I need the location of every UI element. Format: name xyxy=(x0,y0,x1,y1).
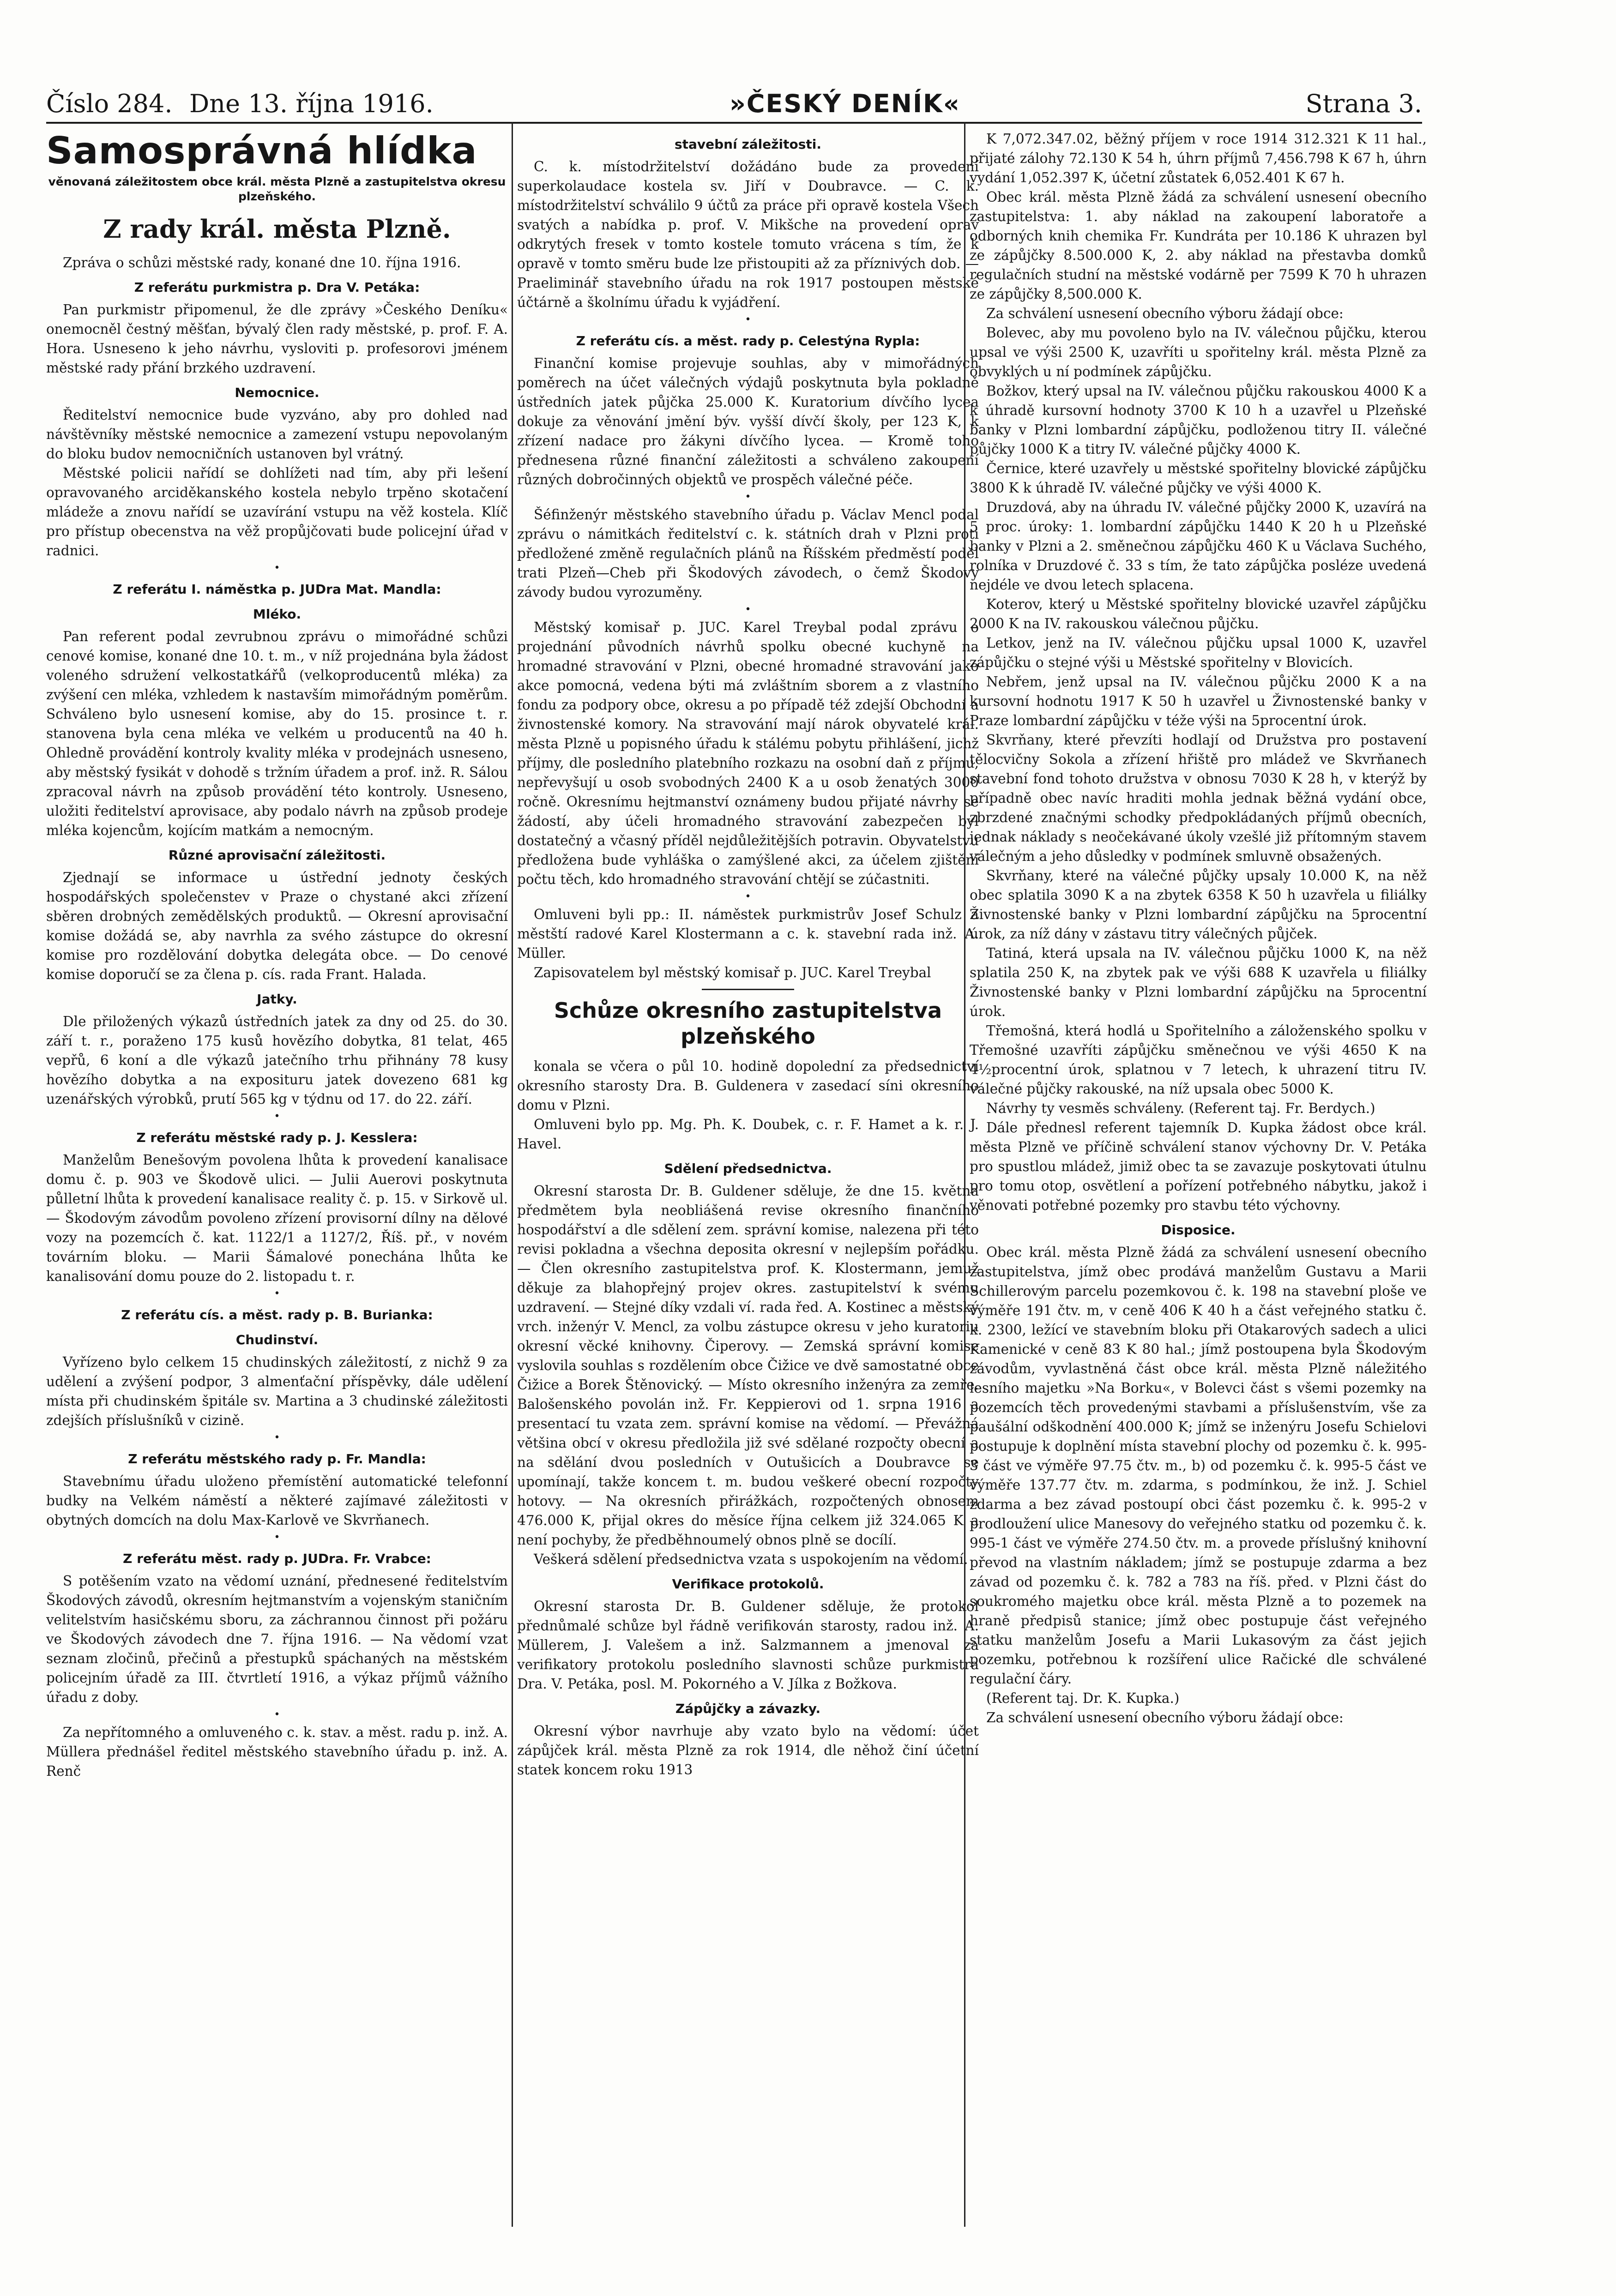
separator: • xyxy=(745,604,751,615)
rule xyxy=(702,989,794,990)
paragraph: Druzdová, aby na úhradu IV. válečné půjčky 2000 K, uzavírá na 5 proc. úroky: 1. lombardní zápůjčku 1440 K 20 h u Plzeňské banky v Plzni a 2. směnečnou zápůjčku 460 K u Václava Suchého, rolníka v Druzdové č. 33 s tím, že tato zápůjčka posléze uvedená nejdéle ve dvou letech splacena. xyxy=(970,499,1427,593)
paragraph: Omluveni bylo pp. Mg. Ph. K. Doubek, c. r. F. Hamet a k. r. J. Havel. xyxy=(517,1117,979,1152)
paragraph: Šéfinženýr městského stavebního úřadu p. Václav Mencl podal zprávu o námitkách ředitelství c. k. státních drah v Plzni proti předložené změně regulačních plánů na Říšském předměstí poděl trati Plzeň—Cheb při Škodových závodech, o čemž Škodovy závody budou vyrozuměny. xyxy=(517,507,979,600)
paragraph: Okresní starosta Dr. B. Guldener sděluje, že protokol přednůmalé schůze byl řádně verifikován starosty, radou inž. A. Müllerem, J. Valešem a inž. Salzmannem a jmenoval za verifikatory protokolu posledního slavnosti schůze purkmistra Dra. V. Petáka, posl. M. Pokorného a V. Jílka z Božkova. xyxy=(517,1599,979,1692)
paragraph: Za schválení usnesení obecního výboru žádají obce: xyxy=(986,306,1344,321)
issue-number: Číslo 284. xyxy=(46,89,173,118)
section-heading: Jatky. xyxy=(257,992,297,1007)
paragraph: Letkov, jenž na IV. válečnou půjčku upsal 1000 K, uzavřel zápůjčku o stejné výši u Městské spořitelny v Blovicích. xyxy=(970,635,1427,670)
section-heading: Z referátu I. náměstka p. JUDra Mat. Mandla: xyxy=(113,582,441,597)
section-heading: Z referátu městské rady p. J. Kesslera: xyxy=(136,1130,418,1145)
issue-date: Dne 13. října 1916. xyxy=(189,89,434,118)
section-heading: Nemocnice. xyxy=(235,385,320,400)
paragraph: Obec král. města Plzně žádá za schválení usnesení obecního zastupitelstva: 1. aby náklad na zakoupení laboratoře a odborných knih chemika Fr. Kundráta per 10.186 K uhrazen byl ze zápůjčky 8.500.000 K, 2. aby náklad na přestavba domků regulačních studní na městské vodárně per 7599 K 70 h uhrazen ze zápůjčky 8,500.000 K. xyxy=(970,189,1427,302)
section-heading: Z referátu měst. rady p. JUDra. Fr. Vrabce: xyxy=(123,1551,431,1566)
separator: • xyxy=(274,1532,280,1543)
heading-subtitle: věnovaná záležitostem obce král. města Plzně a zastupitelstva okresu plzeňského. xyxy=(48,175,506,203)
paragraph: Finanční komise projevuje souhlas, aby v mimořádných poměrech na účet válečných výdajů poskytnuta byla pokladně ústředních jatek půjčka 25.000 K. Kuratorium dívčího lycea dokuje za věnování jmění býv. vyšší dívčí školy, per 123 K, k zřízení nadace pro žákyni dívčího lycea. — Kromě toho přednesena různé finanční záležitosti a schváleno zakoupení různých dobročinných objektů ve prospěch válečné péče. xyxy=(517,355,979,487)
paragraph: Zapisovatelem byl městský komisař p. JUC. Karel Treybal xyxy=(534,965,931,980)
paragraph: S potěšením vzato na vědomí uznání, přednesené ředitelstvím Škodových závodů, okresním hejtmanstvím a vojenským staničním velitelstvím hasičskému sboru, za záchrannou činnost při požáru ve Škodových závodech dne 7. října 1916. — Na vědomí vzat seznam zločinů, přečinů a přestupků spáchaných na městském policejním úřadě za III. čtvrtletí 1916, a výkaz příjmů vážního úřadu z doby. xyxy=(46,1573,508,1705)
column-left xyxy=(46,129,508,2234)
paragraph: Pan purkmistr připomenul, že dle zprávy »Českého Deníku« onemocněl čestný měšťan, bývalý člen rady městské, p. prof. F. A. Hora. Usneseno k jeho návrhu, vysloviti p. profesorovi jménem městské rady přání brzkého uzdravení. xyxy=(46,302,508,376)
paragraph: Zjednají se informace u ústřední jednoty českých hospodářských společenstev v Praze o chystané akci zřízení sběren drobných zemědělských produktů. — Okresní aprovisační komise dožádá se, aby navrhla za svého zástupce do okresní komise pro rozdělování dobytka delegáta obce. — Do cenové komise doporučí se za člena p. cís. rada Frant. Halada. xyxy=(46,870,508,982)
section-heading: Z referátu cís. a měst. rady p. Celestýna Rypla: xyxy=(576,333,920,349)
masthead xyxy=(46,88,1422,120)
section-heading: Z referátu cís. a měst. rady p. B. Burianka: xyxy=(121,1307,433,1322)
column-middle xyxy=(517,129,979,2234)
paragraph: Městské policii nařídí se dohlížeti nad tím, aby při lešení opravovaného arciděkanského kostela nebylo trpěno skotačení mládeže a znovu nařídí se uzavírání vstupu na věž kostela. Klíč pro přístup obecenstva na věž propůjčovati bude policejní úřad v radnici. xyxy=(46,465,508,559)
paragraph: (Referent taj. Dr. K. Kupka.) xyxy=(986,1690,1180,1706)
newspaper-title: »ČESKÝ DENÍK« xyxy=(730,89,960,118)
separator: • xyxy=(745,891,751,902)
separator: • xyxy=(274,1288,280,1299)
section-heading: Různé aprovisační záležitosti. xyxy=(168,847,386,863)
paragraph: Koterov, který u Městské spořitelny blovické uzavřel zápůjčku 2000 K na IV. rakouskou válečnou půjčku. xyxy=(970,596,1427,631)
article-title: Schůze okresního zastupitelstva plzeňského xyxy=(554,998,942,1049)
paragraph: Městský komisař p. JUC. Karel Treybal podal zprávu o projednání původních návrhů spolku obecné kuchyně na hromadné stravování v Plzni, obecné hromadné stravování jako akce pomocná, vedena býti má zvláštním sborem a z vlastního fondu za podpory obce, okresu a po případě též zdejší Obchodní a živnostenské komory. Na stravování mají nárok obyvatelé král. města Plzně u popisného úřadu k stálému pobytu přihlášení, jichž příjmy, dle posledního platebního rozkazu na osobní daň z příjmu, nepřevyšují u osob svobodných 2400 K a u osob ženatých 3000 ročně. Okresnímu hejtmanství oznámeny budou přijaté návrhy se žádostí, aby účeli hromadného stravování zabezpečen byl dostatečný a včasný příděl nejdůležitějších potravin. Obyvatelstvu předložena bude vyhláška o zamýšlené akci, za účelem zjištění počtu těch, kdo hromadného stravování chtějí se zúčastniti. xyxy=(517,619,979,887)
paragraph: Obec král. města Plzně žádá za schválení usnesení obecního zastupitelstva, jímž obec prodává manželům Gustavu a Marii Schillerovým parcelu pozemkovou č. k. 198 na stavební ploše ve výměře 191 čtv. m, v ceně 406 K 40 h a část veřejného statku č. k. 2300, ležící ve stavebním bloku při Otakarových sadech a ulici Kamenické v ceně 83 K 80 hal.; jímž postoupena byla Škodovým závodům, vyvlastněná část obce král. města Plzně náležitého lesního majetku »Na Borku«, v Bolevci část s všemi pozemky na pozemcích těch provedenými stavbami a příslušenstvím, vše za paušální odškodnění 400.000 K; jímž se inženýru Josefu Schielovi postupuje k doplnění místa stavební plochy od pozemku č. k. 995-3 část ve výměře 97.75 čtv. m., b) od pozemku č. k. 995-5 část ve výměře 137.77 čtv. m. zdarma, s podmínkou, že inž. J. Schiel zdarma a bez závad postoupí obci část pozemku č. k. 995-2 v prodloužení ulice Manesovy do veřejného statku od pozemku č. k. 995-1 část ve výměře 274.50 čtv. m. a provede příslušný knihovní převod na vlastním nákladem; jímž se postupuje zdarma a bez závad od pozemku č. k. 782 a 783 na říš. před. v Plzni část do soukromého majetku obce král. města Plzně a to pozemek na hraně předpisů stanice; jímž obec postupuje část veřejného statku manželům Josefu a Marii Lukasovým za část jejich pozemku, potřebnou k rozšíření ulice Račické dle schválené regulační čáry. xyxy=(970,1244,1427,1687)
section-heading: Sdělení předsednictva. xyxy=(664,1161,832,1176)
page-number: Strana 3. xyxy=(1305,89,1422,118)
paragraph: C. k. místodržitelství dožádáno bude za provedení superkolaudace kostela sv. Jiří v Doubravce. — C. k. místodržitelství schválilo 9 účtů za práce při opravě kostela Všech svatých a nabídka p. prof. V. Mikšche na provedení oprav odkrytých fresek v tomto kostele tomuto vrácena s tím, že k opravě v tomto směru bude lze přistoupiti až za příznivých dob. — Praeliminář stavebního úřadu na rok 1917 postoupen městské účtárně a školnímu úřadu k vyjádření. xyxy=(517,159,979,310)
column-divider xyxy=(512,122,513,2227)
section-heading: Mléko. xyxy=(253,607,301,622)
paragraph: K 7,072.347.02, běžný příjem v roce 1914 312.321 K 11 hal., přijaté zálohy 72.130 K 54 h, úhrn příjmů 7,456.798 K 67 h, úhrn vydání 1,052.397 K, účetní zůstatek 6,052.401 K 67 h. xyxy=(970,131,1427,186)
paragraph: Omluveni byli pp.: II. náměstek purkmistrův Josef Schulz a městští radové Karel Klostermann a c. k. stavební rada inž. A. Müller. xyxy=(517,907,979,961)
paragraph: Okresní starosta Dr. B. Guldener sděluje, že dne 15. května předmětem byla neobliášená revise okresního finančního hospodářství a dle sdělení zem. správní komise, nalezena při této revisi pokladna a všechna deposita okresní v nejlepším pořádku. — Člen okresního zastupitelstva prof. K. Klostermann, jemuž děkuje za blahopřejný projev okres. zastupitelství k svému uzdravení. — Stejné díky vzdali ví. rada řed. A. Kostinec a městský vrch. inženýr V. Mencl, za volbu zástupce okresu v jeho kuratoriu okresní věcké knihovny. Čiperovy. — Zemská správní komise vyslovila souhlas s rozdělením obce Čižice ve dvě samostatné obce Čižice a Borek Štěnovický. — Místo okresního inženýra za zemře. Balošenského povolán inž. Fr. Keppierovi od 1. srpna 1916 a presentací tu vzata zem. správní komise na vědomí. — Převážná většina obcí v okresu předložila již své sdělané rozpočty obecní a na sdělání dvou posledních v Outušicích a Doubravce se upomínají, takže koncem t. m. budou veškeré obecní rozpočty hotovy. — Na okresních přirážkách, rozpočtených obnosem 476.000 K, přijal okres do měsíce října celkem již 324.065 K a není pochyby, že předběhnoumelý obnos plně se docílí. xyxy=(517,1183,979,1548)
separator: • xyxy=(274,1709,280,1720)
separator: • xyxy=(274,562,280,574)
separator: • xyxy=(745,491,751,503)
section-heading: Z referátu městského rady p. Fr. Mandla: xyxy=(128,1451,426,1467)
paragraph: konala se včera o půl 10. hodině dopolední za předsednictví okresního starosty Dra. B. Guldenera v zasedací síni okresního domu v Plzni. xyxy=(517,1058,979,1113)
paragraph: Dle přiložených výkazů ústředních jatek za dny od 25. do 30. září t. r., poraženo 175 kusů hovězího dobytka, 81 telat, 465 vepřů, 6 koní a dle výkazů jatečního trhu přihnány 78 kusy hovězího dobytka a na exposituru jatek dovezeno 681 kg uzenářských výrobků, prutí 565 kg v týdnu od 17. do 22. září. xyxy=(46,1014,508,1107)
paragraph: Černice, které uzavřely u městské spořitelny blovické zápůjčku 3800 K k úhradě IV. válečné půjčky ve výši 4000 K. xyxy=(970,461,1427,496)
paragraph: Pan referent podal zevrubnou zprávu o mimořádné schůzi cenové komise, konané dne 10. t. m., v níž projednána byla žádost voleného sdružení velkostatkářů (velkoproducentů mléka) za zvýšení cen mléka, vzhledem k nastavším mimořádným poměrům. Schváleno bylo usnesení komise, aby do 15. prosince t. r. stanovena byla cena mléka ve velkém u producentů na 40 h. Ohledně provádění kontroly kvality mléka v prodejnách usneseno, aby městský fysikát v dohodě s tržním úřadem a prof. inž. R. Sálou zpracoval návrh na způsob provádění této kontroly. Usneseno, uložiti ředitelství aprovisace, aby podalo návrh na způsob prodeje mléka kojencům, kojícím matkám a nemocným. xyxy=(46,629,508,838)
paragraph: Stavebnímu úřadu uloženo přemístění automatické telefonní budky na Velkém náměstí a některé zajímavé záležitosti v obytných domcích na dolu Max-Karlově ve Skvrňanech. xyxy=(46,1473,508,1528)
paragraph: Zpráva o schůzi městské rady, konané dne 10. října 1916. xyxy=(63,255,461,270)
paragraph: Dále přednesl referent tajemník D. Kupka žádost obce král. města Plzně ve příčině schválení stanov výchovny Dr. V. Petáka pro spustlou mládež, jimiž obec ta se zavazuje poskytovati útulnu pro tomu otop, osvětlení a pořízení potřebného nábytku, jakož i věnovati potřebné pozemky pro stavbu této výchovny. xyxy=(970,1120,1427,1213)
paragraph: Ředitelství nemocnice bude vyzváno, aby pro dohled nad návštěvníky městské nemocnice a zamezení vstupu nepovolaným do bloku budov nemocničních ustanoven byl vrátný. xyxy=(46,407,508,462)
paragraph: Návrhy ty vesměs schváleny. (Referent taj. Fr. Berdych.) xyxy=(986,1100,1375,1116)
paragraph: Vyřízeno bylo celkem 15 chudinských záležitostí, z nichž 9 za udělení a zvýšení podpor, 3 almenťační příspěvky, dále udělení místa při chudinském špitále sv. Martina a 3 chudinské záležitosti zdejších příslušníků v cizině. xyxy=(46,1354,508,1428)
section-title: Z rady král. města Plzně. xyxy=(103,214,451,244)
paragraph: Skvrňany, které převzíti hodlají od Družstva pro postavení tělocvičny Sokola a zřízení hřiště pro mládež ve Skvrňanech stavební fond tohoto družstva v obnosu 7030 K 28 h, v kterýž by případně obec navíc hraditi mohla jednak běžná vydání obce, zbrzdené značnými schodky předpokládaných příjmů obecních, jednak náklady s neočekávané úkoly vzešlé již přítomným stavem válečným a jeho důsledky v podmínek smluvně obsažených. xyxy=(970,732,1427,864)
section-heading: Z referátu purkmistra p. Dra V. Petáka: xyxy=(134,280,420,295)
paragraph: Tatiná, která upsala na IV. válečnou půjčku 1000 K, na něž splatila 250 K, na zbytek pak ve výši 688 K uzavřela u filiálky Živnostenské banky v Plzni lombardní zápůjčku na 5procentní úrok. xyxy=(970,945,1427,1019)
paragraph: Za nepřítomného a omluveného c. k. stav. a měst. radu p. inž. A. Müllera přednášel ředitel městského stavebního úřadu p. inž. A. Renč xyxy=(46,1725,508,1779)
separator: • xyxy=(745,314,751,325)
section-heading: stavební záležitosti. xyxy=(674,137,822,152)
separator: • xyxy=(274,1111,280,1122)
paragraph: Skvrňany, které na válečné půjčky upsaly 10.000 K, na něž obec splatila 3090 K a na zbytek 6358 K 50 h uzavřela u filiálky Živnostenské banky v Plzni lombardní zápůjčku na 5procentní úrok, za níž dány v zástavu titry válečných půjček. xyxy=(970,868,1427,942)
paragraph: Manželům Benešovým povolena lhůta k provedení kanalisace domu č. p. 903 ve Škodově ulici. — Julii Auerovi poskytnuta půlletní lhůta k provedení kanalisace reality č. p. 15. v Sirkově ul. — Škodovým závodům povoleno zřízení provisorní dílny na dělové vozy na pozemcích č. kat. 1122/1 a 1127/2, Říš. př., v novém továrním bloku. — Marii Šámalové ponechána lhůta ke kanalisování domu pouze do 2. listopadu t. r. xyxy=(46,1152,508,1284)
section-heading: Chudinství. xyxy=(235,1332,319,1347)
section-heading: Verifikace protokolů. xyxy=(672,1576,824,1592)
section-heading: Disposice. xyxy=(1161,1222,1236,1238)
paragraph: Bolevec, aby mu povoleno bylo na IV. válečnou půjčku, kterou upsal ve výši 2500 K, uzavříti u spořitelny král. města Plzně za obvyklých u ní podmínek zápůjčku. xyxy=(970,325,1427,379)
header-rule xyxy=(46,122,1422,124)
separator: • xyxy=(274,1432,280,1443)
column-right xyxy=(970,129,1427,2234)
paragraph: Třemošná, která hodlá u Spořitelního a záloženského spolku v Třemošné uzavříti zápůjčku směnečnou ve výši 4650 K na 4½procentní úrok, splatnou v 7 letech, k uhrazení titru IV. válečné půjčky rakouské, na níž upsala obec 5000 K. xyxy=(970,1023,1427,1097)
paragraph: Nebřem, jenž upsal na IV. válečnou půjčku 2000 K a na kursovní hodnotu 1917 K 50 h uzavřel u Živnostenské banky v Praze lombardní zápůjčku v téže výši na 5procentní úrok. xyxy=(970,674,1427,728)
paragraph: Za schválení usnesení obecního výboru žádají obce: xyxy=(986,1710,1344,1725)
page-heading: Samosprávná hlídka xyxy=(46,129,477,172)
paragraph: Okresní výbor navrhuje aby vzato bylo na vědomí: účet zápůjček král. města Plzně za rok 1914, dle něhož činí účetní statek koncem roku 1913 xyxy=(517,1723,979,1778)
paragraph: Veškerá sdělení předsednictva vzata s uspokojením na vědomí. xyxy=(534,1551,968,1567)
section-heading: Zápůjčky a závazky. xyxy=(675,1701,821,1716)
paragraph: Božkov, který upsal na IV. válečnou půjčku rakouskou 4000 K a k úhradě kursovní hodnoty 3700 K 10 h a uzavřel u Plzeňské banky v Plzni lombardní zápůjčku, podloženou titry II. válečné půjčky 1000 K a titry IV. válečné půjčky 4000 K. xyxy=(970,383,1427,457)
